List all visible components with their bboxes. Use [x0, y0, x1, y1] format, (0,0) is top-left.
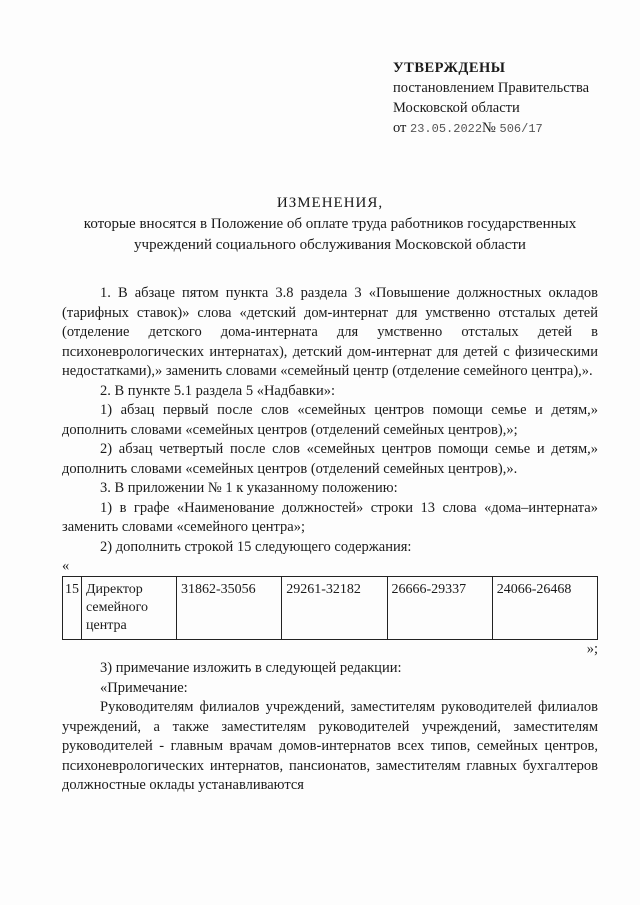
document-subtitle-line-2: учреждений социального обслуживания Московской области: [134, 237, 526, 253]
document-title: ИЗМЕНЕНИЯ,: [276, 195, 384, 211]
document-body: [62, 284, 598, 796]
approval-number: 506/17: [499, 122, 543, 136]
quote-close-mark: »;: [586, 641, 598, 657]
approval-number-sign: №: [482, 120, 496, 136]
paragraph-9: «Примечание:: [100, 679, 188, 696]
table-cell-salary-1: 31862-35056: [177, 577, 282, 640]
approval-line-1: постановлением Правительства: [393, 80, 590, 96]
approval-date-prefix: от: [393, 120, 407, 136]
paragraph-4: 2) абзац четвертый после слов «семейных центров помощи семье и детям,» дополнить словами «семейных центров (отделений семейных центров),».: [62, 441, 598, 477]
table-cell-salary-2: 29261-32182: [282, 577, 387, 640]
paragraph-7: 2) дополнить строкой 15 следующего содержания:: [100, 538, 412, 555]
paragraph-1: 1. В абзаце пятом пункта 3.8 раздела 3 «Повышение должностных окладов (тарифных ставок)» слова «детский дом-интернат для умственно отсталых детей (отделение детского дома-интерната для умственно отсталых детей в психоневрологических интернатах), детский дом-интернат для детей с физическими недостатками),» заменить словами «семейный центр (отделение семейного центра),».: [62, 285, 598, 379]
document-title-block: [40, 193, 620, 256]
table-cell-position: Директор семейного центра: [82, 577, 177, 640]
document-subtitle-line-1: которые вносятся в Положение об оплате труда работников государственных: [83, 216, 577, 232]
paragraph-3: 1) абзац первый после слов «семейных центров помощи семье и детям,» дополнить словами «семейных центров (отделений семейных центров),»;: [62, 402, 598, 438]
table-cell-salary-4: 24066-26468: [492, 577, 597, 640]
approval-date: 23.05.2022: [410, 122, 483, 136]
paragraph-10: Руководителям филиалов учреждений, заместителям руководителей филиалов учреждений, а также заместителям руководителей учреждений, заместителям руководителей - главным врачам домов-интернатов всех типов, семейных центров, психоневрологических интернатов, пансионатов, заместителям главных бухгалтеров должностные оклады устанавливаются: [62, 699, 598, 793]
approval-line-2: Московской области: [393, 100, 520, 116]
paragraph-2: 2. В пункте 5.1 раздела 5 «Надбавки»:: [100, 382, 335, 399]
approval-stamp: [393, 58, 623, 139]
table-cell-salary-3: 26666-29337: [387, 577, 492, 640]
paragraph-6: 1) в графе «Наименование должностей» строки 13 слова «дома–интерната» заменить словами «семейного центра»;: [62, 499, 598, 535]
paragraph-5: 3. В приложении № 1 к указанному положению:: [100, 480, 398, 496]
table-row: [63, 577, 598, 640]
paragraph-8: 3) примечание изложить в следующей редакции:: [100, 660, 402, 676]
quote-open-mark: «: [62, 558, 70, 574]
table-cell-number: 15: [63, 577, 82, 640]
position-salary-table: [62, 576, 598, 640]
approval-date-line: [393, 118, 623, 139]
approval-heading: УТВЕРЖДЕНЫ: [393, 60, 506, 76]
